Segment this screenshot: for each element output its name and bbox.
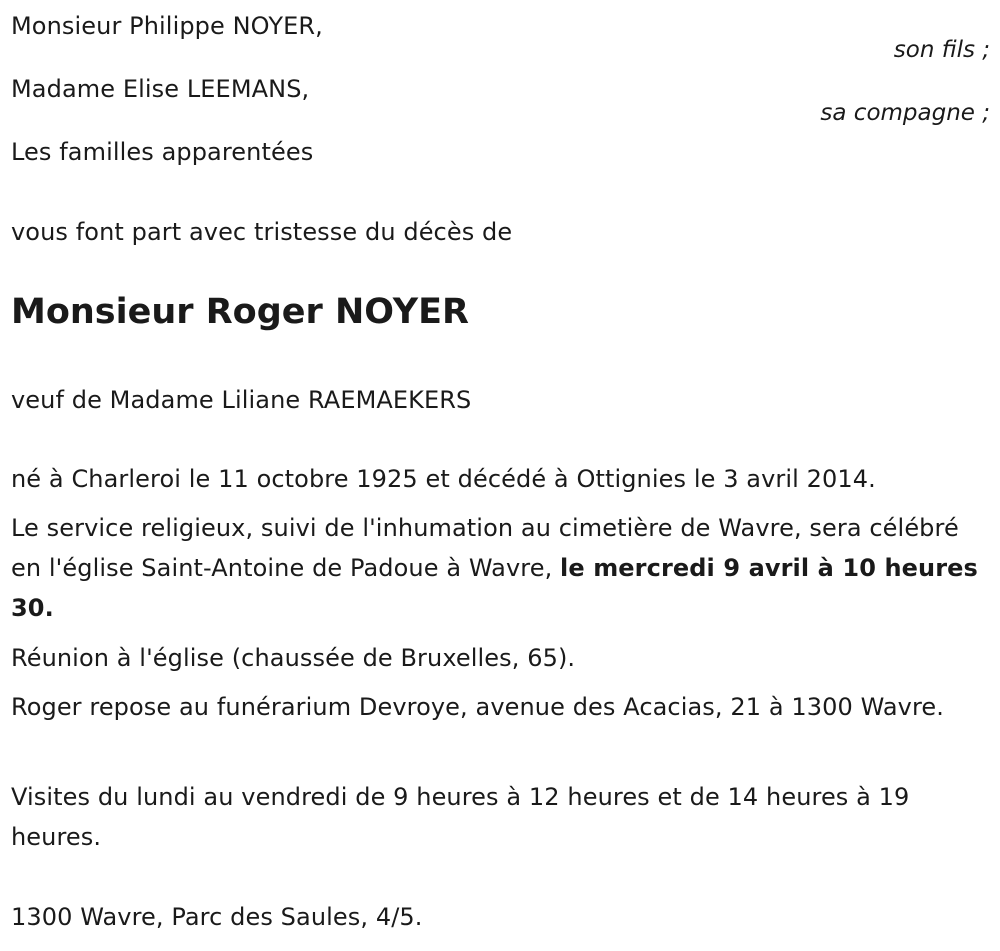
meeting: Réunion à l'église (chaussée de Bruxelles, 65).	[11, 644, 576, 672]
repose: Roger repose au funérarium Devroye, avenue des Acacias, 21 à 1300 Wavre.	[11, 693, 945, 721]
relatives: Les familles apparentées	[11, 138, 314, 166]
service-datetime: le mercredi 9 avril à 10 heures 30.	[11, 554, 978, 622]
service-paragraph	[11, 508, 986, 628]
widower-of: veuf de Madame Liliane RAEMAEKERS	[11, 386, 472, 414]
announcement: vous font part avec tristesse du décès de	[11, 218, 513, 246]
service-text: Le service religieux, suivi de l'inhumation au cimetière de Wavre, sera célébré en l'église Saint-Antoine de Padoue à Wavre,	[11, 514, 959, 582]
visits: Visites du lundi au vendredi de 9 heures à 12 heures et de 14 heures à 19 heures.	[11, 783, 910, 851]
deceased-name: Monsieur Roger NOYER	[11, 292, 469, 332]
son-role: son fils ;	[893, 37, 990, 63]
partner-role: sa compagne ;	[820, 100, 990, 126]
birth-death: né à Charleroi le 11 octobre 1925 et décédé à Ottignies le 3 avril 2014.	[11, 465, 876, 493]
partner-name: Madame Elise LEEMANS,	[11, 75, 310, 103]
son-name: Monsieur Philippe NOYER,	[11, 12, 323, 40]
address: 1300 Wavre, Parc des Saules, 4/5.	[11, 903, 423, 931]
